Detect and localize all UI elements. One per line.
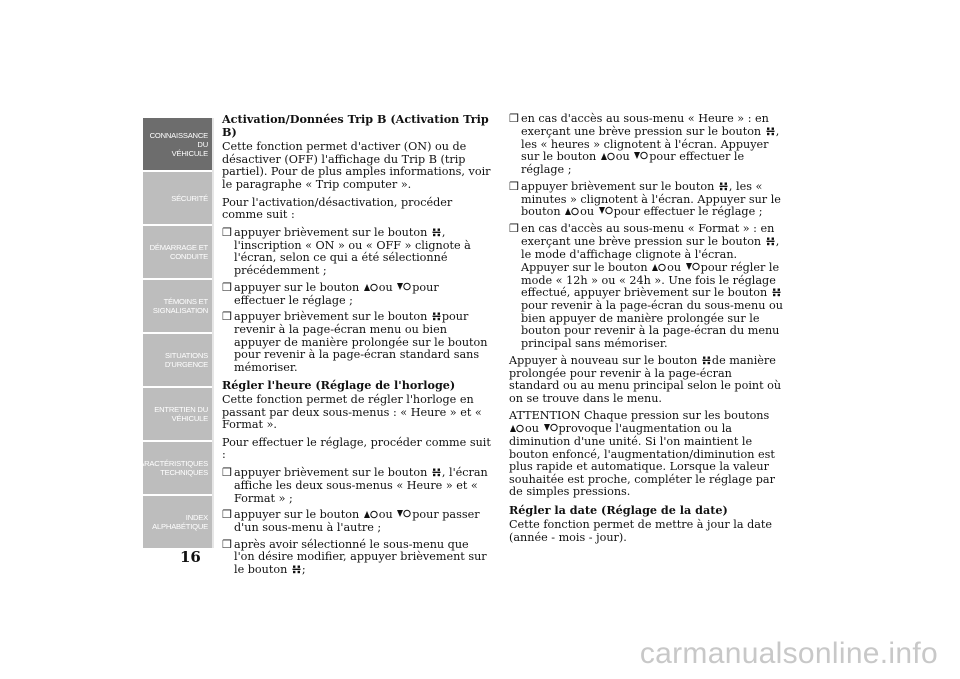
bullet-item: ❒ en cas d'accès au sous-menu « Heure » : en exerçant une brève pression sur le bouton , les « heures » clignotent à l'écran. Appuyer sur le bouton ou pour effectuer le réglage ; <box>509 112 780 177</box>
text-column-right <box>509 113 784 550</box>
bullet-item: ❒ appuyer brièvement sur le bouton , l'inscription « ON » ou « OFF » clignote à l'écran, selon ce qui a été sélectionné précédemment ; <box>222 225 471 277</box>
section-heading-horloge: Régler l'heure (Réglage de l'horloge) <box>222 377 456 392</box>
bullet-box-icon: ❒ <box>222 310 233 324</box>
down-arrow-button-icon <box>397 509 411 522</box>
paragraph: Cette fonction permet de régler l'horloge en passant par deux sous-menus : « Heure » et « Format ». <box>222 393 482 432</box>
menu-button-icon <box>292 565 301 577</box>
down-arrow-button-icon <box>634 151 648 164</box>
tab-entretien-du-vehicule[interactable]: ENTRETIEN DU VÉHICULE <box>143 388 212 440</box>
section-heading-date: Régler la date (Réglage de la date) <box>509 502 728 517</box>
chapter-tabs <box>133 118 212 548</box>
tab-caracteristiques-techniques[interactable]: CARACTÉRISTIQUES TECHNIQUES <box>143 442 212 494</box>
paragraph: Cette fonction permet de mettre à jour la date (année - mois - jour). <box>509 518 773 545</box>
paragraph: Appuyer à nouveau sur le bouton de manière prolongée pour revenir à la page-écran standard ou au menu principal selon le point où on se trouve dans le menu. <box>509 353 782 405</box>
bullet-box-icon: ❒ <box>509 179 520 193</box>
bullet-item: ❒ appuyer brièvement sur le bouton pour revenir à la page-écran menu ou bien appuyer de manière prolongée sur le bouton pour revenir à la page-écran standard sans mémoriser. <box>222 310 488 374</box>
tab-securite[interactable]: SÉCURITÉ <box>143 172 212 224</box>
bullet-box-icon: ❒ <box>222 225 233 239</box>
bullet-box-icon: ❒ <box>222 508 233 522</box>
bullet-item: ❒ appuyer sur le bouton ou pour effectuer le réglage ; <box>222 280 439 307</box>
tab-connaissance-du-vehicule[interactable]: CONNAISSANCE DU VÉHICULE <box>143 118 212 170</box>
down-arrow-button-icon <box>397 282 411 295</box>
tab-situations-d-urgence[interactable]: SITUATIONS D'URGENCE <box>143 334 212 386</box>
text-column-left <box>222 113 492 581</box>
tab-temoins-et-signalisation[interactable]: TÉMOINS ET SIGNALISATION <box>143 280 212 332</box>
page-number: 16 <box>180 548 201 566</box>
section-heading-trip-b: Activation/Données Trip B (Activation Trip B) <box>222 112 489 139</box>
tab-demarrage-et-conduite[interactable]: DÉMARRAGE ET CONDUITE <box>143 226 212 278</box>
up-arrow-button-icon <box>364 282 378 295</box>
watermark: carmanualsonline.info <box>639 637 938 670</box>
paragraph: Pour effectuer le réglage, procéder comme suit : <box>222 435 491 462</box>
menu-button-icon <box>766 237 775 249</box>
up-arrow-button-icon <box>565 206 579 219</box>
bullet-item: ❒ appuyer sur le bouton ou pour passer d'un sous-menu à l'autre ; <box>222 508 480 535</box>
bullet-box-icon: ❒ <box>222 280 233 294</box>
bullet-item: ❒ après avoir sélectionné le sous-menu que l'on désire modifier, appuyer brièvement sur le bouton ; <box>222 537 487 577</box>
bullet-item: ❒ en cas d'accès au sous-menu « Format » : en exerçant une brève pression sur le bouton , le mode d'affichage clignote à l'écran. Appuyer sur le bouton ou pour régler le mode « 12h » ou « 24h ». Une fois le réglage effectué, appuyer brièvement sur le bouton pour revenir à la page-écran du sous-menu ou bien appuyer de manière prolongée sur le bouton pour revenir à la page-écran du menu principal sans mémoriser. <box>509 222 783 350</box>
bullet-box-icon: ❒ <box>222 466 233 480</box>
up-arrow-button-icon <box>601 151 615 164</box>
bullet-box-icon: ❒ <box>509 112 520 125</box>
down-arrow-button-icon <box>599 206 613 219</box>
bullet-item: ❒ appuyer brièvement sur le bouton , les « minutes » clignotent à l'écran. Appuyer sur le bouton ou pour effectuer le réglage ; <box>509 179 781 219</box>
paragraph: Pour l'activation/désactivation, procéder comme suit : <box>222 195 453 222</box>
attention-paragraph: ATTENTION Chaque pression sur les boutons ou provoque l'augmentation ou la diminution d'une unité. Si l'on maintient le bouton enfoncé, l'augmentation/diminution est plus rapide et automatique. Lorsque la valeur souhaitée est proche, compléter le réglage par de simples pressions. <box>509 409 775 499</box>
tab-index-alphabetique[interactable]: INDEX ALPHABÉTIQUE <box>143 496 212 548</box>
tab-divider <box>212 118 214 548</box>
paragraph: Cette fonction permet d'activer (ON) ou de désactiver (OFF) l'affichage du Trip B (trip partiel). Pour de plus amples informations, voir le paragraphe « Trip computer ». <box>222 140 491 191</box>
bullet-box-icon: ❒ <box>509 222 520 236</box>
bullet-item: ❒ appuyer brièvement sur le bouton , l'écran affiche les deux sous-menus « Heure » et « Format » ; <box>222 466 488 505</box>
bullet-box-icon: ❒ <box>222 537 233 551</box>
